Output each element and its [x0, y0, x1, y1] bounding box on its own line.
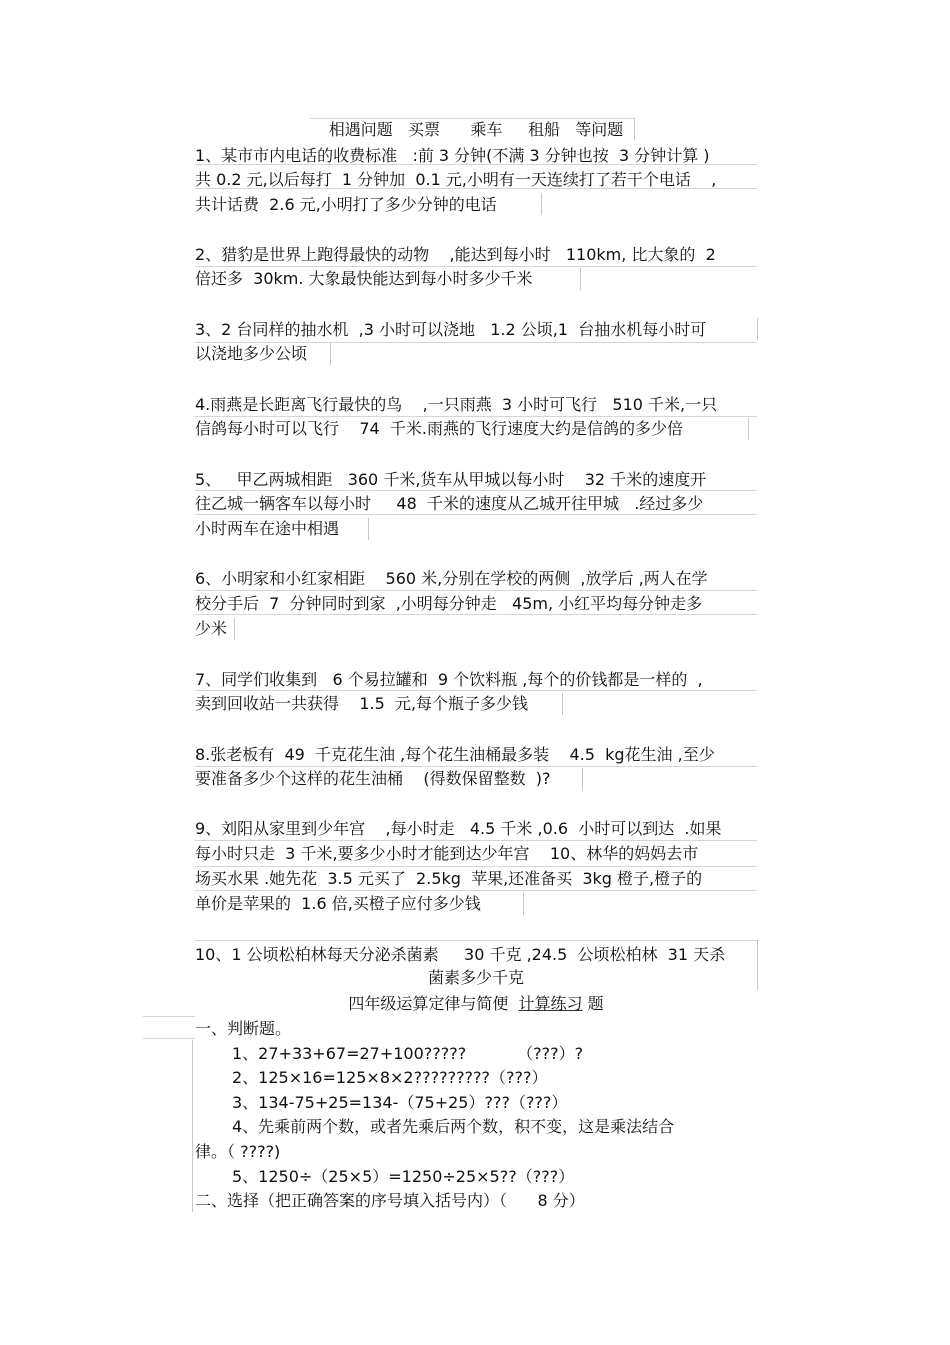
judge-item-3: 3、134-75+25=134-（75+25）???（???）	[232, 1093, 568, 1112]
problem-4-line-1: 4.雨燕是长距离飞行最快的鸟 ,一只雨燕 3 小时可飞行 510 千米,一只	[195, 395, 718, 414]
section-title	[195, 993, 757, 1015]
part-1-heading: 一、判断题。	[195, 1019, 292, 1038]
problem-6-line-2: 校分手后 7 分钟同时到家 ,小明每分钟走 45m, 小红平均每分钟走多	[195, 594, 703, 613]
section-title-link[interactable]: 计算练习	[518, 994, 583, 1013]
problem-1-line-2: 共 0.2 元,以后每打 1 分钟加 0.1 元,小明有一天连续打了若干个电话 ,	[195, 170, 717, 189]
problem-10-line-2: 菌素多少千克	[427, 968, 524, 987]
problem-2-line-2: 倍还多 30km. 大象最快能达到每小时多少千米	[195, 269, 533, 288]
part-2-heading: 二、选择（把正确答案的序号填入括号内）（ 8 分）	[195, 1191, 585, 1210]
problem-9-line-2: 每小时只走 3 千米,要多少小时才能到达少年宫 10、林华的妈妈去市	[195, 844, 699, 863]
problem-5-line-2: 往乙城一辆客车以每小时 48 千米的速度从乙城开往甲城 .经过多少	[195, 494, 704, 513]
problem-5-line-3: 小时两车在途中相遇	[195, 519, 340, 538]
problem-5-line-1: 5、 甲乙两城相距 360 千米,货车从甲城以每小时 32 千米的速度开	[195, 470, 707, 489]
section-title-prefix: 四年级运算定律与简便	[348, 994, 519, 1013]
page-title: 相遇问题 买票 乘车 租船 等问题	[328, 120, 624, 139]
judge-item-4-cont: 律。（ ????)	[195, 1142, 281, 1161]
problem-6-line-3: 少米	[195, 619, 228, 638]
problem-1-line-3: 共计话费 2.6 元,小明打了多少分钟的电话	[195, 195, 497, 214]
problem-3-line-1: 3、2 台同样的抽水机 ,3 小时可以浇地 1.2 公顷,1 台抽水机每小时可	[195, 320, 707, 339]
problem-9-line-3: 场买水果 .她先花 3.5 元买了 2.5kg 苹果,还准备买 3kg 橙子,橙子的	[195, 869, 703, 888]
section-title-suffix: 题	[582, 994, 604, 1013]
problem-7-line-1: 7、同学们收集到 6 个易拉罐和 9 个饮料瓶 ,每个的价钱都是一样的 ,	[195, 670, 703, 689]
problem-8-line-2: 要准备多少个这样的花生油桶 (得数保留整数 )?	[195, 769, 551, 788]
judge-item-5: 5、1250÷（25×5）=1250÷25×5??（???）	[232, 1167, 575, 1186]
problem-7-line-2: 卖到回收站一共获得 1.5 元,每个瓶子多少钱	[195, 694, 529, 713]
problem-8-line-1: 8.张老板有 49 千克花生油 ,每个花生油桶最多装 4.5 kg花生油 ,至少	[195, 745, 715, 764]
problem-9-line-1: 9、刘阳从家里到少年宫 ,每小时走 4.5 千米 ,0.6 小时可以到达 .如果	[195, 819, 722, 838]
problem-3-line-2: 以浇地多少公顷	[195, 344, 308, 363]
judge-item-1: 1、27+33+67=27+100????? （???）?	[232, 1044, 584, 1063]
problem-10-line-1: 10、1 公顷松柏林每天分泌杀菌素 30 千克 ,24.5 公顷松柏林 31 天杀	[195, 945, 726, 964]
problem-4-line-2: 信鸽每小时可以飞行 74 千米.雨燕的飞行速度大约是信鸽的多少倍	[195, 419, 683, 438]
judge-item-4: 4、先乘前两个数，或者先乘后两个数，积不变，这是乘法结合	[232, 1117, 675, 1136]
problem-9-line-4: 单价是苹果的 1.6 倍,买橙子应付多少钱	[195, 894, 481, 913]
problem-2-line-1: 2、猎豹是世界上跑得最快的动物 ,能达到每小时 110km, 比大象的 2	[195, 245, 716, 264]
problem-1-line-1: 1、某市市内电话的收费标准 :前 3 分钟(不满 3 分钟也按 3 分钟计算 )	[195, 146, 710, 165]
problem-6-line-1: 6、小明家和小红家相距 560 米,分别在学校的两侧 ,放学后 ,两人在学	[195, 569, 708, 588]
judge-item-2: 2、125×16=125×8×2?????????（???）	[232, 1068, 548, 1087]
